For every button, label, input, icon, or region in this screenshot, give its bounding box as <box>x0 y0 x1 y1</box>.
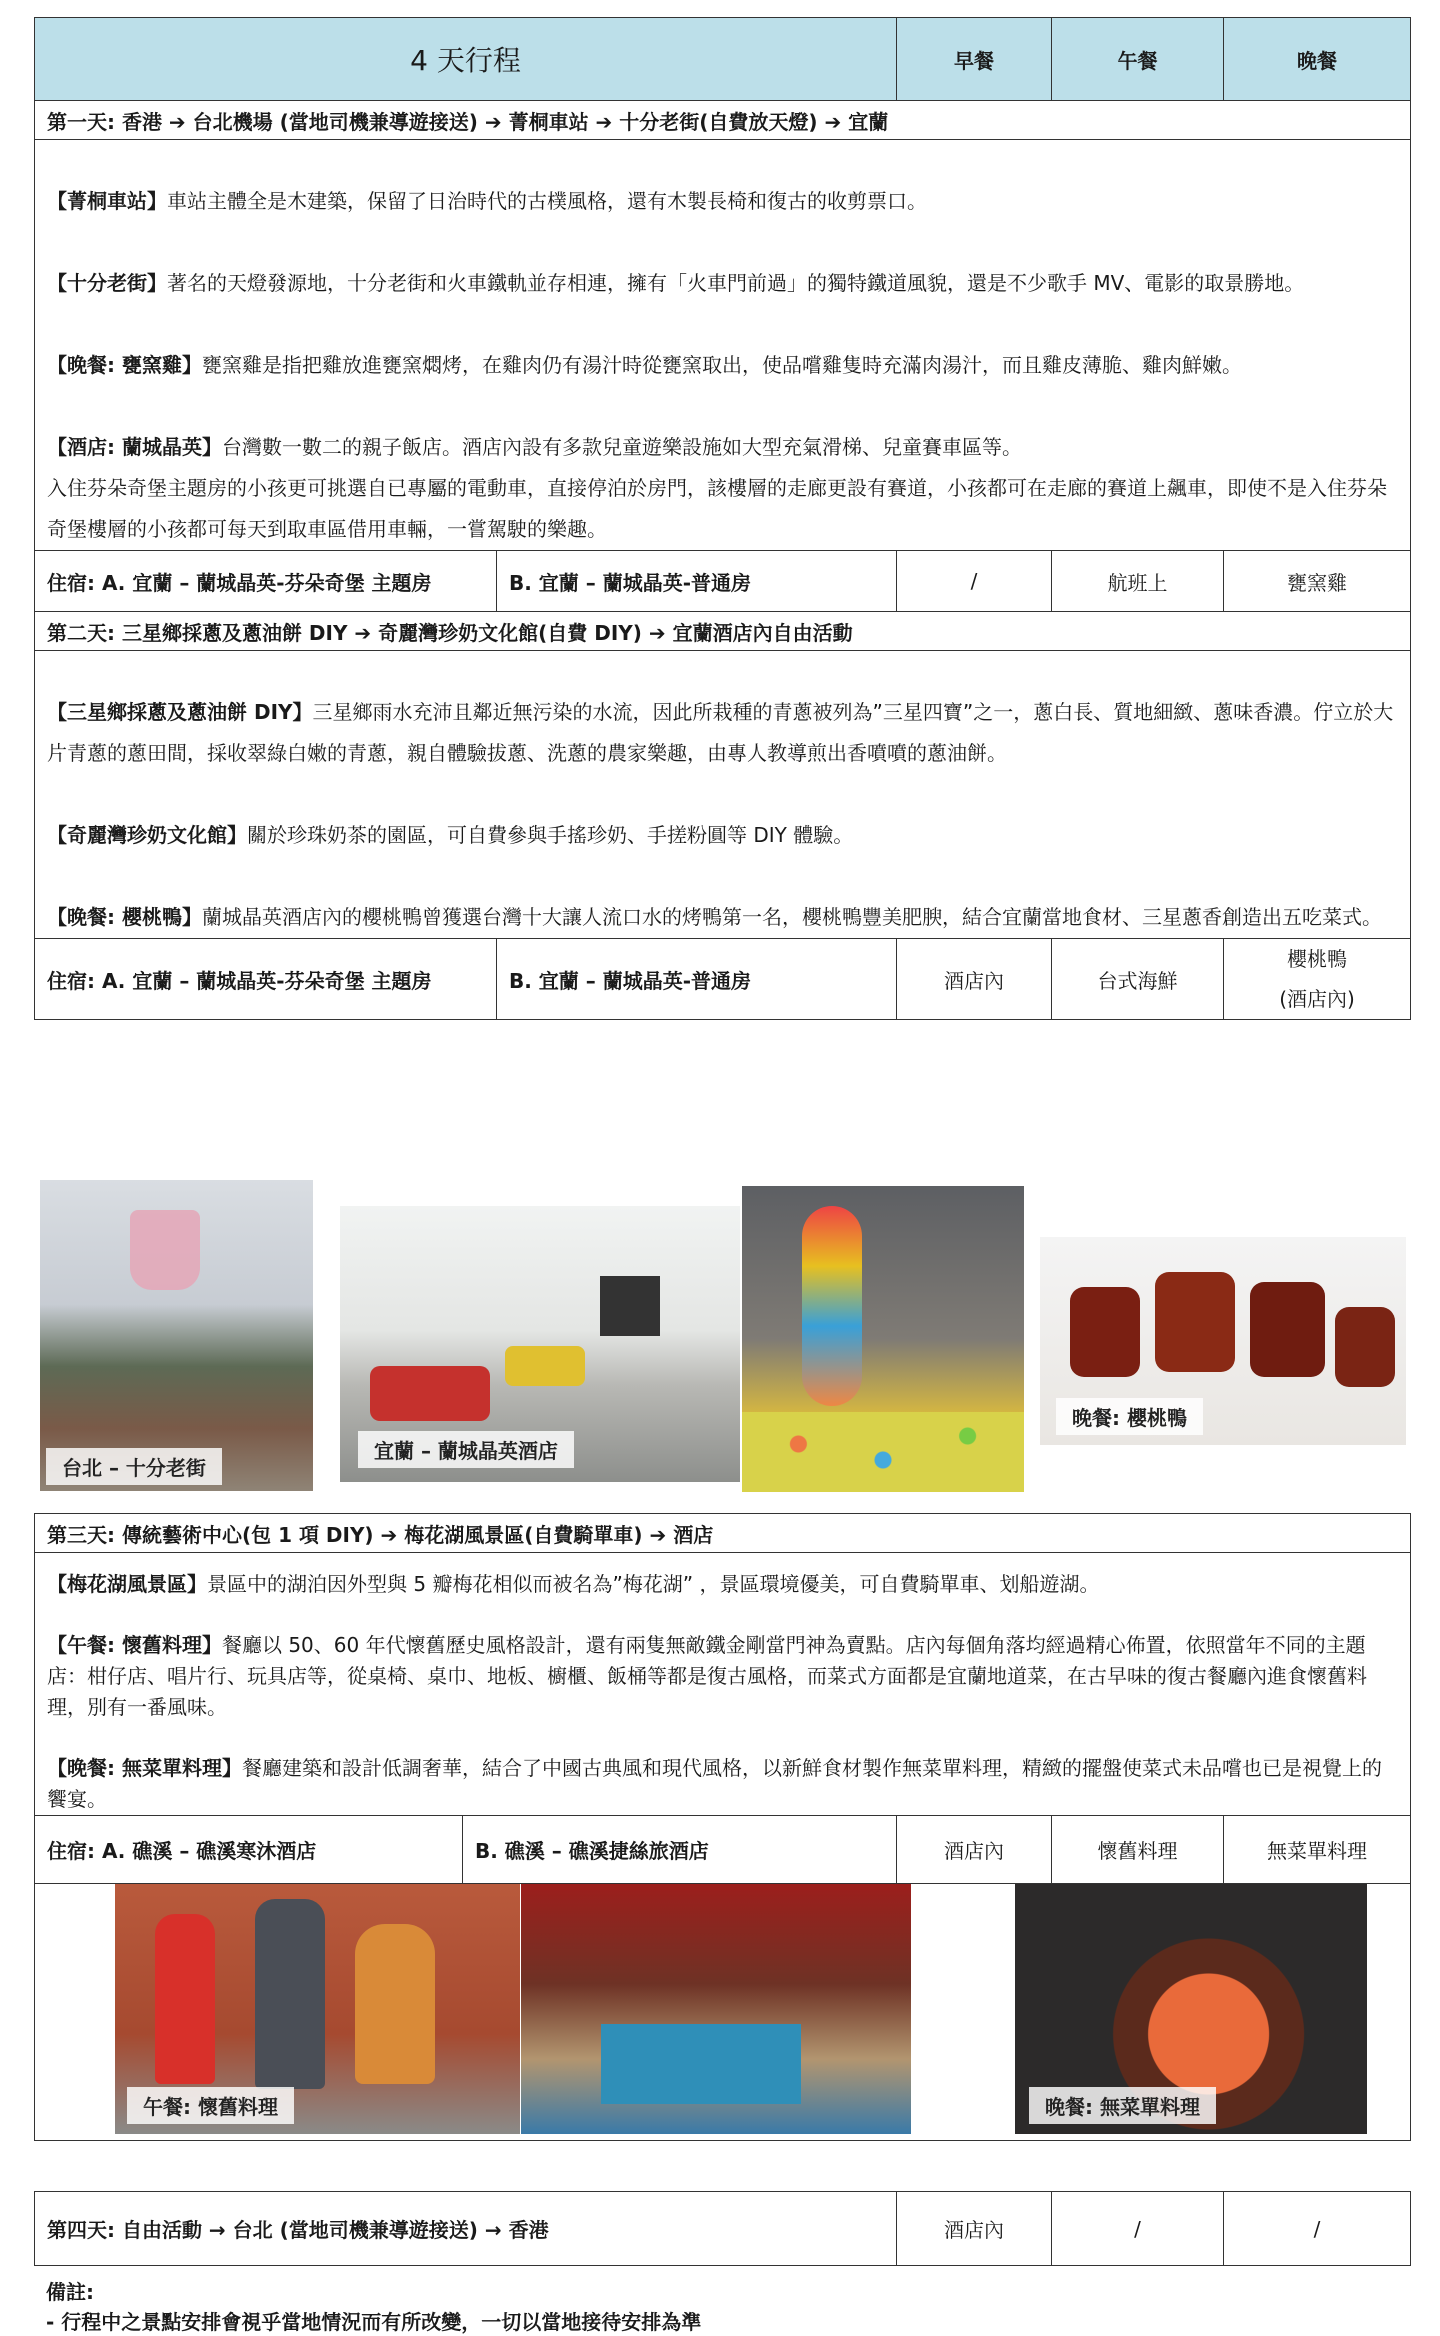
day1-p3-text: 甕窯雞是指把雞放進甕窯燜烤，在雞肉仍有湯汁時從甕窯取出，使品嚐雞隻時充滿肉湯汁，而且雞皮薄脆、雞肉鮮嫩。 <box>201 353 1242 377</box>
day3-description <box>35 1553 1411 1816</box>
lunch-header: 午餐 <box>1052 18 1224 101</box>
day3-p1-label: 【梅花湖風景區】 <box>47 1572 207 1596</box>
cherry-duck-photo <box>1040 1237 1406 1445</box>
day3-dinner: 無菜單料理 <box>1224 1816 1411 1884</box>
day1-breakfast: / <box>897 551 1052 612</box>
day1-paragraph <box>47 181 1398 222</box>
day2-dinner <box>1224 939 1411 1020</box>
day1-p4-text: 台灣數一數二的親子飯店。酒店內設有多款兒童遊樂設施如大型充氣滑梯、兒童賽車區等。 <box>221 435 1022 459</box>
day3-photo-row <box>35 1884 1411 2141</box>
day1-p3-label: 【晚餐: 甕窯雞】 <box>47 353 202 377</box>
omakase-caption: 晚餐: 無菜單料理 <box>1029 2087 1216 2124</box>
omakase-dish-photo <box>1015 1884 1367 2134</box>
day2-p1-text: 三星鄉雨水充沛且鄰近無污染的水流，因此所栽種的青蔥被列為”三星四寶”之一，蔥白長、質地細緻、蔥味香濃。佇立於大片青蔥的蔥田間，採收翠綠白嫩的青蔥，親自體驗拔蔥、洗蔥的農家樂趣，由專人教導煎出香噴噴的蔥油餅。 <box>47 700 1394 765</box>
day2-dinner-line1: 櫻桃鴨 <box>1287 947 1347 971</box>
day1-p5-text: 入住芬朵奇堡主題房的小孩更可挑選自已專屬的電動車，直接停泊於房門，該樓層的走廊更設有賽道，小孩都可在走廊的賽道上飆車，即使不是入住芬朵奇堡樓層的小孩都可每天到取車區借用車輛，一嘗駕駛的樂趣。 <box>47 476 1387 541</box>
day1-paragraph <box>47 427 1398 468</box>
day1-dinner: 甕窯雞 <box>1224 551 1411 612</box>
doorway-icon <box>600 1276 660 1336</box>
day1-paragraph <box>47 263 1398 304</box>
dinner-header: 晚餐 <box>1224 18 1411 101</box>
day1-description <box>35 140 1411 551</box>
day3-p2-label: 【午餐: 懷舊料理】 <box>47 1633 222 1657</box>
day2-route: 第二天: 三星鄉採蔥及蔥油餅 DIY ➔ 奇麗灣珍奶文化館(自費 DIY) ➔ 宜蘭酒店內自由活動 <box>35 612 1411 651</box>
day3-p3-label: 【晚餐: 無菜單料理】 <box>47 1756 242 1780</box>
retro-caption: 午餐: 懷舊料理 <box>127 2087 294 2124</box>
retro-interior-photo <box>521 1884 911 2134</box>
duck-caption: 晚餐: 櫻桃鴨 <box>1056 1398 1203 1435</box>
robot-statue-icon <box>355 1924 435 2084</box>
duck-roll-icon <box>1070 1287 1140 1377</box>
shifen-caption: 台北 – 十分老街 <box>46 1448 222 1485</box>
duck-roll-icon <box>1250 1282 1325 1377</box>
duck-roll-icon <box>1155 1272 1235 1372</box>
dining-table-icon <box>601 2024 801 2104</box>
day3-route: 第三天: 傳統藝術中心(包 1 項 DIY) ➔ 梅花湖風景區(自費騎單車) ➔ 酒店 <box>35 1514 1411 1553</box>
day1-route: 第一天: 香港 ➔ 台北機場 (當地司機兼導遊接送) ➔ 菁桐車站 ➔ 十分老街(自費放天燈) ➔ 宜蘭 <box>35 101 1411 140</box>
day2-p3-text: 蘭城晶英酒店內的櫻桃鴨曾獲選台灣十大讓人流口水的烤鴨第一名，櫻桃鴨豐美肥腴，結合宜蘭當地食材、三星蔥香創造出五吃菜式。 <box>201 905 1382 929</box>
day2-stay-a: 住宿: A. 宜蘭 – 蘭城晶英-芬朵奇堡 主題房 <box>35 939 497 1020</box>
day1-stay-b: B. 宜蘭 – 蘭城晶英-普通房 <box>497 551 897 612</box>
notes-line: - 行程中之景點安排會視乎當地情況而有所改變，一切以當地接待安排為準 <box>46 2310 702 2334</box>
day1-stay-a: 住宿: A. 宜蘭 – 蘭城晶英-芬朵奇堡 主題房 <box>35 551 497 612</box>
day1-paragraph <box>47 345 1398 386</box>
itinerary-title: 4 天行程 <box>35 18 897 101</box>
day2-dinner-line2: (酒店內) <box>1279 987 1355 1011</box>
day3-p3-text: 餐廳建築和設計低調奢華，結合了中國古典風和現代風格，以新鮮食材製作無菜單料理，精緻的擺盤使菜式未品嚐也已是視覺上的饗宴。 <box>47 1756 1382 1811</box>
day1-p4-label: 【酒店: 蘭城晶英】 <box>47 435 222 459</box>
robot-statue-icon <box>155 1914 215 2084</box>
shifen-street-photo <box>40 1180 313 1491</box>
toy-car-icon <box>370 1366 490 1421</box>
tube-slide-icon <box>802 1206 862 1406</box>
day2-lunch: 台式海鮮 <box>1052 939 1224 1020</box>
day1-lunch: 航班上 <box>1052 551 1224 612</box>
duck-roll-icon <box>1335 1307 1395 1387</box>
day3-breakfast: 酒店內 <box>897 1816 1052 1884</box>
breakfast-header: 早餐 <box>897 18 1052 101</box>
ball-pit-slide-photo <box>742 1186 1024 1492</box>
day2-breakfast: 酒店內 <box>897 939 1052 1020</box>
itinerary-table-top <box>34 17 1411 1020</box>
day2-description <box>35 651 1411 939</box>
itinerary-table-day4 <box>34 2191 1411 2266</box>
day2-p3-label: 【晚餐: 櫻桃鴨】 <box>47 905 202 929</box>
day1-p1-label: 【菁桐車站】 <box>47 189 167 213</box>
robot-statue-icon <box>255 1899 325 2089</box>
day3-stay-a: 住宿: A. 礁溪 – 礁溪寒沐酒店 <box>35 1816 463 1884</box>
day2-stay-b: B. 宜蘭 – 蘭城晶英-普通房 <box>497 939 897 1020</box>
retro-restaurant-photo <box>115 1884 520 2134</box>
day4-lunch: / <box>1052 2192 1224 2266</box>
day1-p2-text: 著名的天燈發源地，十分老街和火車鐵軌並存相連，擁有「火車門前過」的獨特鐵道風貌，還是不少歌手 MV、電影的取景勝地。 <box>167 271 1305 295</box>
day3-p1-text: 景區中的湖泊因外型與 5 瓣梅花相似而被名為”梅花湖” ，景區環境優美，可自費騎單車、划船遊湖。 <box>207 1572 1100 1596</box>
sky-lantern-icon <box>130 1210 200 1290</box>
itinerary-table-day3 <box>34 1513 1411 2141</box>
day3-lunch: 懷舊料理 <box>1052 1816 1224 1884</box>
toy-car-icon <box>505 1346 585 1386</box>
notes-title: 備註: <box>46 2280 94 2304</box>
day2-p2-text: 關於珍珠奶茶的園區，可自費參與手搖珍奶、手搓粉圓等 DIY 體驗。 <box>247 823 854 847</box>
day1-p2-label: 【十分老街】 <box>47 271 167 295</box>
day4-breakfast: 酒店內 <box>897 2192 1052 2266</box>
day4-dinner: / <box>1224 2192 1411 2266</box>
day4-route: 第四天: 自由活動 → 台北 (當地司機兼導遊接送) → 香港 <box>35 2192 897 2266</box>
day3-stay-b: B. 礁溪 – 礁溪捷絲旅酒店 <box>463 1816 897 1884</box>
day2-p1-label: 【三星鄉採蔥及蔥油餅 DIY】 <box>47 700 313 724</box>
hotel-caption: 宜蘭 – 蘭城晶英酒店 <box>358 1431 574 1468</box>
day1-p1-text: 車站主體全是木建築，保留了日治時代的古樸風格，還有木製長椅和復古的收剪票口。 <box>167 189 927 213</box>
ball-pit-icon <box>742 1412 1024 1492</box>
day2-p2-label: 【奇麗灣珍奶文化館】 <box>47 823 247 847</box>
day3-p2-text: 餐廳以 50、60 年代懷舊歷史風格設計，還有兩隻無敵鐵金剛當門神為賣點。店內每個角落均經過精心佈置，依照當年不同的主題店：柑仔店、唱片行、玩具店等，從桌椅、桌巾、地板、櫥櫃、飯桶等都是復古風格，而菜式方面都是宜蘭地道菜，在古早味的復古餐廳內進食懷舊料理，別有一番風味。 <box>47 1633 1367 1719</box>
hotel-racetrack-photo <box>340 1206 740 1482</box>
